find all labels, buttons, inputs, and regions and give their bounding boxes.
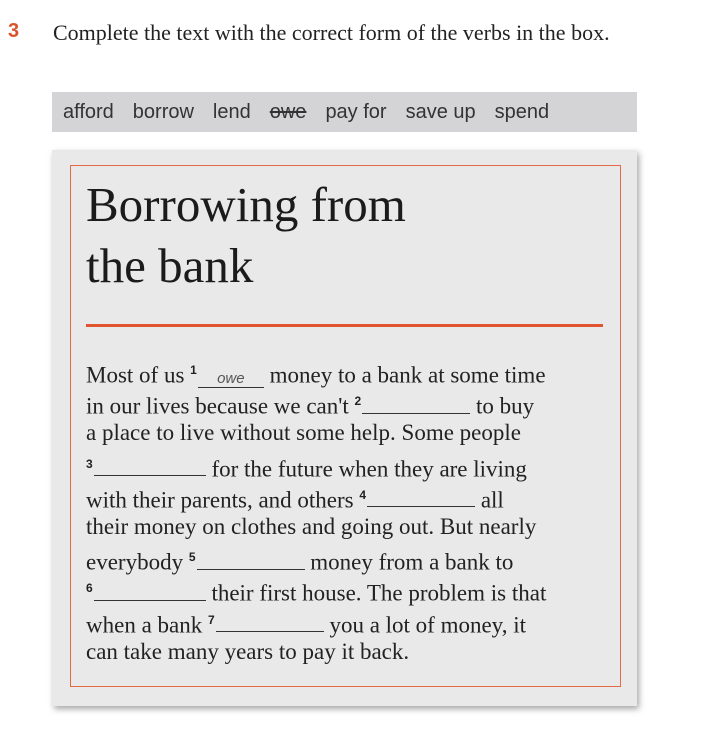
text-line-10 [86, 636, 616, 667]
gap-number-3: 3 [86, 456, 93, 471]
text-line-6 [86, 511, 616, 542]
line-text: their money on clothes and going out. But nearly [86, 513, 537, 539]
gap-number-2: 2 [354, 394, 362, 409]
gap-6-blank[interactable] [94, 580, 206, 601]
line-text: their first house. The problem is that [205, 580, 547, 606]
gap-1-answer[interactable]: owe [198, 371, 264, 388]
gap-7-blank[interactable] [216, 611, 324, 632]
exercise-instruction: Complete the text with the correct form of the verbs in the box. [53, 20, 610, 45]
gap-number-7: 7 [208, 612, 215, 627]
line-text: all [475, 487, 504, 513]
line-text: for the future when they are living [205, 456, 527, 482]
line-text: in our lives because we can't [86, 393, 355, 419]
text-line-3 [86, 417, 616, 448]
text-line-1 [86, 355, 616, 386]
text-line-2 [86, 386, 616, 417]
text-line-7 [86, 542, 616, 573]
text-line-5 [86, 480, 616, 511]
word-owe: owe [269, 100, 307, 123]
gap-3-blank[interactable] [94, 455, 206, 476]
gap-5-blank[interactable] [197, 549, 305, 570]
word-pay-for: pay for [325, 100, 387, 123]
word-spend: spend [494, 100, 550, 123]
line-text: Most of us [86, 362, 191, 388]
word-box [52, 92, 637, 132]
article-body [86, 355, 616, 667]
word-afford: afford [63, 100, 114, 123]
word-lend: lend [212, 100, 251, 123]
text-line-8 [86, 573, 616, 604]
line-text: with their parents, and others [86, 487, 360, 513]
gap-2-blank[interactable] [362, 393, 470, 414]
gap-number-1: 1 [190, 363, 197, 377]
title-divider [86, 324, 603, 327]
line-text: can take many years to pay it back. [86, 638, 410, 664]
line-text: money from a bank to [304, 549, 514, 575]
text-line-9 [86, 605, 616, 636]
text-line-4 [86, 449, 616, 480]
gap-number-5: 5 [188, 550, 196, 565]
gap-4-blank[interactable] [367, 486, 475, 507]
article-title-line-2: the bank [86, 238, 254, 293]
line-text: you a lot of money, it [323, 612, 526, 638]
article-title [86, 174, 606, 296]
word-save-up: save up [405, 100, 476, 123]
line-text: everybody [86, 549, 189, 575]
line-text: money to a bank at some time [263, 362, 546, 388]
gap-number-4: 4 [359, 487, 367, 502]
line-text: to buy [470, 393, 535, 419]
gap-number-6: 6 [86, 581, 93, 596]
word-borrow: borrow [132, 100, 194, 123]
line-text: a place to live without some help. Some people [86, 420, 521, 446]
exercise-number: 3 [8, 20, 20, 42]
article-title-line-1: Borrowing from [86, 177, 406, 232]
line-text: when a bank [86, 612, 208, 638]
